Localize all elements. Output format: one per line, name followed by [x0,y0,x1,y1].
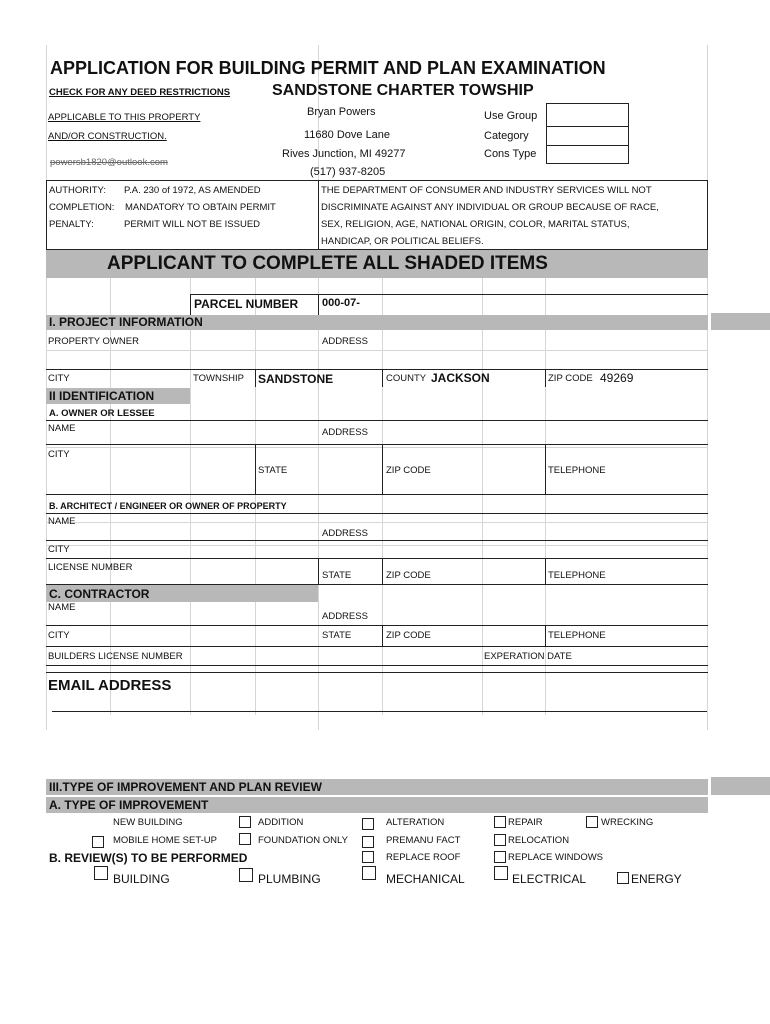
authority-value: P.A. 230 of 1972, AS AMENDED [124,185,261,196]
repair-label: REPAIR [508,817,543,828]
type-of-improvement-heading: A. TYPE OF IMPROVEMENT [49,798,209,812]
crossed-out-email: powersb1820@outlook.com [50,157,168,168]
foundation-only-label: FOUNDATION ONLY [258,835,348,846]
contact-address: 11680 Dove Lane [304,129,391,141]
cons-type-box[interactable] [546,145,629,164]
architect-state-label: STATE [322,570,352,581]
owner-telephone-label: TELEPHONE [548,465,606,476]
mechanical-review-checkbox[interactable] [362,866,376,880]
right-edge-shade [711,313,770,330]
contractor-state-label: STATE [322,630,352,641]
parcel-number-value[interactable]: 000-07- [322,297,360,309]
property-owner-label: PROPERTY OWNER [48,336,139,347]
relocation-checkbox[interactable] [494,834,506,846]
email-address-label: EMAIL ADDRESS [48,677,172,694]
alteration-checkbox[interactable] [362,818,374,830]
building-review-label: BUILDING [113,872,170,886]
project-heading: I. PROJECT INFORMATION [49,315,203,329]
identification-heading: II IDENTIFICATION [49,389,155,403]
building-review-checkbox[interactable] [94,866,108,880]
improvement-heading: III.TYPE OF IMPROVEMENT AND PLAN REVIEW [49,780,322,794]
relocation-label: RELOCATION [508,835,570,846]
contact-city: Rives Junction, MI 49277 [282,148,406,160]
wrecking-checkbox[interactable] [586,816,598,828]
new-building-label: NEW BUILDING [113,817,183,828]
penalty-label: PENALTY: [49,219,94,230]
review-heading: B. REVIEW(S) TO BE PERFORMED [49,851,248,865]
replace-windows-checkbox[interactable] [494,851,506,863]
expiration-date-label: EXPERATION DATE [484,651,572,662]
energy-review-checkbox[interactable] [617,872,629,884]
architect-heading: B. ARCHITECT / ENGINEER OR OWNER OF PROPERTY [49,501,287,511]
email-address-line[interactable] [52,711,707,712]
deed-restrictions-line2: APPLICABLE TO THIS PROPERTY [48,112,201,123]
builders-license-label: BUILDERS LICENSE NUMBER [48,651,183,662]
owner-zip-label: ZIP CODE [386,465,431,476]
owner-lessee-heading: A. OWNER OR LESSEE [49,408,155,419]
township-label: TOWNSHIP [193,373,245,384]
license-number-label: LICENSE NUMBER [48,562,133,573]
parcel-number-label: PARCEL NUMBER [194,297,299,311]
contractor-address-label: ADDRESS [322,611,368,622]
premanufact-checkbox[interactable] [362,836,374,848]
project-city-label: CITY [48,373,70,384]
cons-type-label: Cons Type [484,148,537,160]
energy-review-label: ENERGY [631,872,682,886]
contractor-name-label: NAME [48,602,76,613]
replace-windows-label: REPLACE WINDOWS [508,852,604,863]
mobile-home-checkbox[interactable] [92,836,104,848]
premanufact-label: PREMANU FACT [386,835,461,846]
architect-name-label: NAME [48,516,76,527]
category-box[interactable] [546,126,629,146]
owner-address-label: ADDRESS [322,427,368,438]
architect-zip-label: ZIP CODE [386,570,431,581]
owner-name-label: NAME [48,423,76,434]
notice-line-1: THE DEPARTMENT OF CONSUMER AND INDUSTRY SERVICES WILL NOT [321,185,652,196]
owner-state-label: STATE [258,465,288,476]
right-edge-shade-2 [711,777,770,795]
owner-city-label: CITY [48,449,70,460]
wrecking-label: WRECKING [601,817,654,828]
repair-checkbox[interactable] [494,816,506,828]
completion-value: MANDATORY TO OBTAIN PERMIT [125,202,276,213]
category-label: Category [484,130,529,142]
form-title: APPLICATION FOR BUILDING PERMIT AND PLAN EXAMINATION [50,58,606,78]
plumbing-review-label: PLUMBING [258,872,321,886]
replace-roof-label: REPLACE ROOF [386,852,461,863]
deed-restrictions-line1: CHECK FOR ANY DEED RESTRICTIONS [49,87,231,98]
township-title: SANDSTONE CHARTER TOWSHIP [272,82,534,99]
deed-restrictions-line3: AND/OR CONSTRUCTION. [48,131,167,142]
addition-checkbox[interactable] [239,816,251,828]
authority-box-top [46,180,708,181]
use-group-box[interactable] [546,103,629,127]
mobile-home-label: MOBILE HOME SET-UP [113,835,217,846]
county-value[interactable]: JACKSON [431,371,490,385]
zip-code-label: ZIP CODE [548,373,593,384]
township-value[interactable]: SANDSTONE [258,372,334,386]
architect-address-label: ADDRESS [322,528,368,539]
notice-line-3: SEX, RELIGION, AGE, NATIONAL ORIGIN, COLOR, MARITAL STATUS, [321,219,630,230]
contractor-heading: C. CONTRACTOR [49,587,150,601]
architect-telephone-label: TELEPHONE [548,570,606,581]
replace-roof-checkbox[interactable] [362,851,374,863]
electrical-review-label: ELECTRICAL [512,872,587,886]
completion-label: COMPLETION: [49,202,115,213]
contact-name: Bryan Powers [307,106,376,118]
notice-line-2: DISCRIMINATE AGAINST ANY INDIVIDUAL OR GROUP BECAUSE OF RACE, [321,202,659,213]
contact-phone: (517) 937-8205 [310,166,386,178]
electrical-review-checkbox[interactable] [494,866,508,880]
banner-text: APPLICANT TO COMPLETE ALL SHADED ITEMS [107,253,548,274]
plumbing-review-checkbox[interactable] [239,868,253,882]
addition-label: ADDITION [258,817,304,828]
contractor-telephone-label: TELEPHONE [548,630,606,641]
contractor-city-label: CITY [48,630,70,641]
contractor-zip-label: ZIP CODE [386,630,431,641]
project-address-label: ADDRESS [322,336,368,347]
foundation-only-checkbox[interactable] [239,833,251,845]
notice-line-4: HANDICAP, OR POLITICAL BELIEFS. [321,236,484,247]
use-group-label: Use Group [484,110,538,122]
architect-city-label: CITY [48,544,70,555]
alteration-label: ALTERATION [386,817,445,828]
penalty-value: PERMIT WILL NOT BE ISSUED [124,219,261,230]
county-label: COUNTY [386,373,427,384]
zip-code-value[interactable]: 49269 [600,371,634,385]
authority-label: AUTHORITY: [49,185,107,196]
mechanical-review-label: MECHANICAL [386,872,465,886]
